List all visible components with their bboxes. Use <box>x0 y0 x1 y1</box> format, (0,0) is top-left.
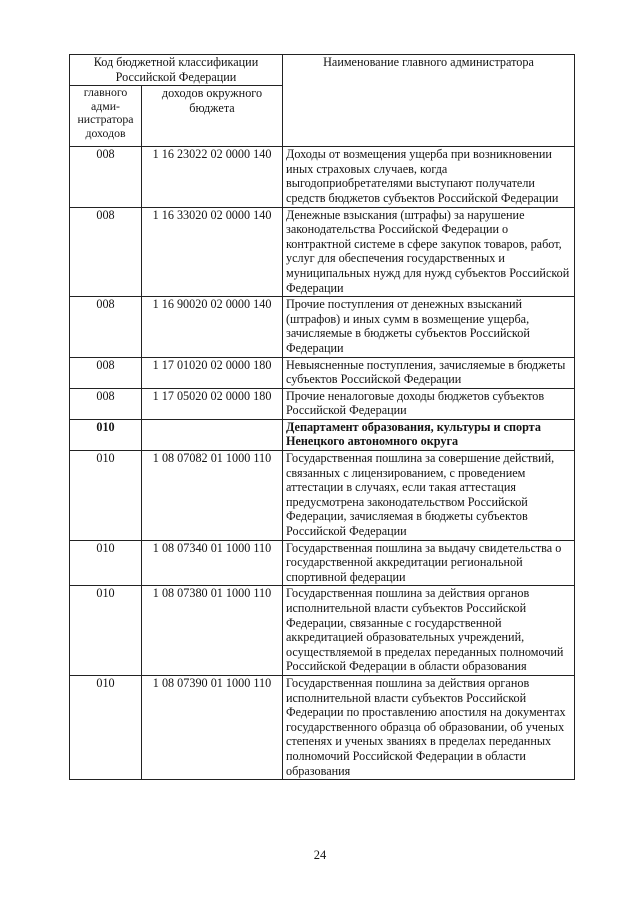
header-district-budget-income: доходов окружного бюджета <box>142 86 283 147</box>
admin-code-cell: 008 <box>70 297 142 357</box>
budget-code-cell <box>142 419 283 450</box>
admin-code-cell: 010 <box>70 451 142 541</box>
header-admin-name: Наименование главного администратора <box>283 55 575 147</box>
administrator-name-cell: Денежные взыскания (штрафы) за нарушение законодательства Российской Федерации о контрактной системе в сфере закупок товаров, работ, услуг для обеспечения государственных и муниципальных нужд для нужд субъектов Российской Федерации <box>283 207 575 297</box>
admin-code-cell: 010 <box>70 586 142 676</box>
budget-code-cell: 1 08 07340 01 1000 110 <box>142 540 283 586</box>
header-main-administrator: главного адми-нистратора доходов <box>70 86 142 147</box>
admin-code-cell: 010 <box>70 540 142 586</box>
admin-code-cell: 008 <box>70 388 142 419</box>
table-row <box>70 540 575 586</box>
admin-code-cell: 008 <box>70 147 142 207</box>
budget-code-cell: 1 16 90020 02 0000 140 <box>142 297 283 357</box>
budget-code-cell: 1 08 07390 01 1000 110 <box>142 675 283 779</box>
budget-code-cell: 1 08 07380 01 1000 110 <box>142 586 283 676</box>
administrator-name-cell: Прочие неналоговые доходы бюджетов субъектов Российской Федерации <box>283 388 575 419</box>
table-row <box>70 586 575 676</box>
administrator-name-cell: Государственная пошлина за действия органов исполнительной власти субъектов Российской Федерации, связанные с государственной аккредитацией образовательных учреждений, осуществляемой в пределах переданных полномочий Российской Федерации в области образования <box>283 586 575 676</box>
admin-code-cell: 008 <box>70 357 142 388</box>
administrator-name-cell: Государственная пошлина за выдачу свидетельства о государственной аккредитации региональной спортивной федерации <box>283 540 575 586</box>
administrator-name-cell: Государственная пошлина за действия органов исполнительной власти субъектов Российской Федерации по проставлению апостиля на документах государственного образца об образовании, об ученых степенях и ученых званиях в пределах переданных полномочий Российской Федерации в области образования <box>283 675 575 779</box>
admin-code-cell: 010 <box>70 419 142 450</box>
budget-code-cell: 1 17 01020 02 0000 180 <box>142 357 283 388</box>
table-row <box>70 388 575 419</box>
header-code-group: Код бюджетной классификации Российской Федерации <box>70 55 283 86</box>
budget-code-cell: 1 17 05020 02 0000 180 <box>142 388 283 419</box>
page-number: 24 <box>313 848 327 862</box>
table-row <box>70 207 575 297</box>
table-row <box>70 297 575 357</box>
budget-classification-table <box>69 54 575 780</box>
admin-code-cell: 010 <box>70 675 142 779</box>
administrator-name-cell: Доходы от возмещения ущерба при возникновении иных страховых случаев, когда выгодоприобретателями выступают получатели средств бюджетов субъектов Российской Федерации <box>283 147 575 207</box>
administrator-name-cell: Государственная пошлина за совершение действий, связанных с лицензированием, с проведением аттестации в случаях, если такая аттестация предусмотрена законодательством Российской Федерации, зачисляемая в бюджеты субъектов Российской Федерации <box>283 451 575 541</box>
table-row <box>70 675 575 779</box>
table-row <box>70 451 575 541</box>
administrator-name-cell: Департамент образования, культуры и спорта Ненецкого автономного округа <box>283 419 575 450</box>
table-body <box>70 147 575 780</box>
budget-code-cell: 1 08 07082 01 1000 110 <box>142 451 283 541</box>
budget-code-cell: 1 16 23022 02 0000 140 <box>142 147 283 207</box>
administrator-name-cell: Невыясненные поступления, зачисляемые в бюджеты субъектов Российской Федерации <box>283 357 575 388</box>
table-row <box>70 419 575 450</box>
table-header <box>70 55 575 147</box>
table-row <box>70 147 575 207</box>
budget-code-cell: 1 16 33020 02 0000 140 <box>142 207 283 297</box>
table-row <box>70 357 575 388</box>
admin-code-cell: 008 <box>70 207 142 297</box>
administrator-name-cell: Прочие поступления от денежных взысканий (штрафов) и иных сумм в возмещение ущерба, зачисляемые в бюджеты субъектов Российской Федерации <box>283 297 575 357</box>
